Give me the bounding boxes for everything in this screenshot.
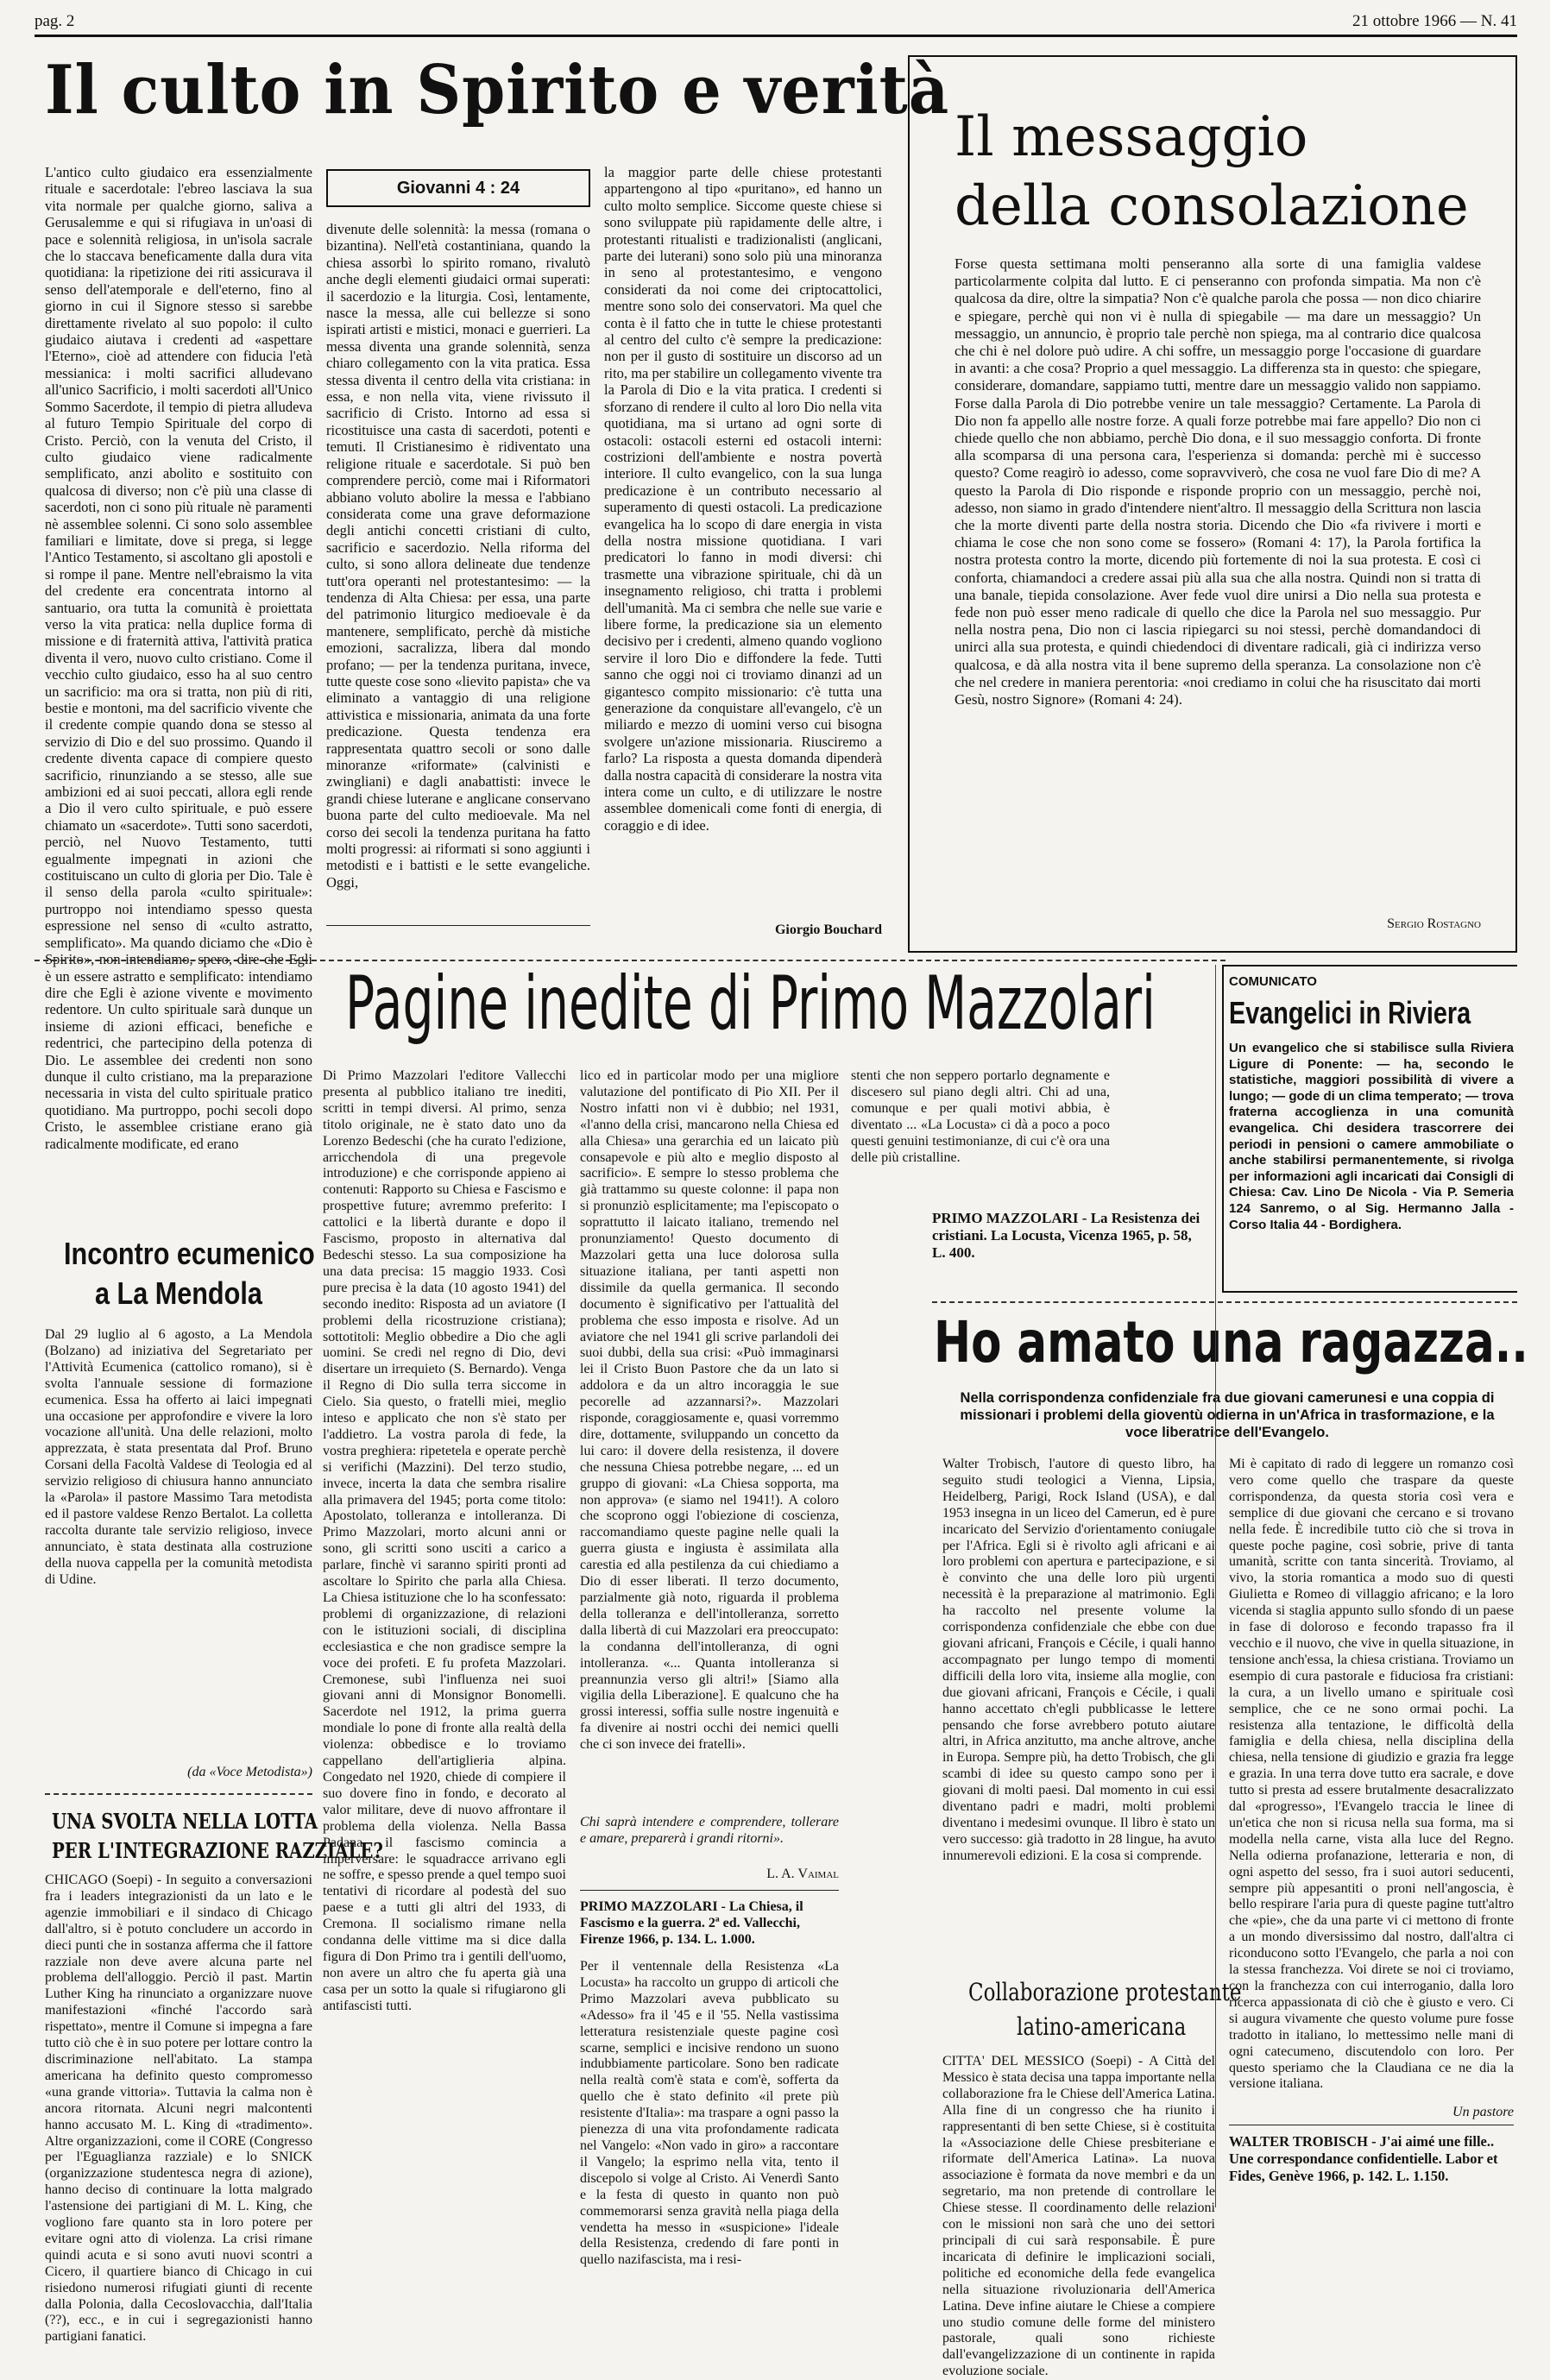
mazzolari-edition-1: PRIMO MAZZOLARI - La Resistenza dei cristiani. La Locusta, Vicenza 1965, p. 58, L. 400.: [932, 1210, 1200, 1261]
mazzolari-closing: Chi saprà intendere e comprendere, tollerare e amare, preparerà i grandi ritorni».: [580, 1815, 839, 1846]
ragazza-divider: [932, 1301, 1517, 1303]
culto-title: Il culto in Spirito e verità: [45, 51, 950, 129]
ragazza-title: Ho amato una ragazza..: [934, 1309, 1528, 1376]
comunicato-title: Evangelici in Riviera: [1229, 995, 1471, 1030]
mazzolari-author: L. A. Vaimal: [766, 1867, 839, 1881]
mazzolari-edition-2: PRIMO MAZZOLARI - La Chiesa, il Fascismo e la guerra. 2ª ed. Vallecchi, Firenze 1966, p. 134. L. 1.000.: [580, 1899, 803, 1947]
culto-reference-box: [326, 169, 590, 207]
page-number: pag. 2: [35, 12, 75, 30]
culto-column-3: la maggior parte delle chiese protestanti appartengono al tipo «puritano», ed hanno un culto molto semplice. Siccome queste chiese si sono sviluppate più rapidamente delle altre, i protestanti ritualisti e tradizionalisti (anglicani, parte dei luterani) sono solo più una minoranza in seno al protestantesimo, e vengono considerati da noi come dei criptocattolici, mentre sono solo dei conservatori. Ma quel che conta è il fatto che in tutte le chiese protestanti al centro del culto c'è sempre la predicazione: non per il gusto di sostituire un discorso ad un rito, ma per stabilire un collegamento vivente tra la Parola di Dio e la vita pratica. I credenti si sforzano di rendere il culto al loro Dio nella vita quotidiana, ma si urtano ad ogni sorte di ostacoli: ostacoli esterni ed ostacoli interni: costrizioni dell'ambiente e nostra povertà interiore. Il culto evangelico, con la sua lunga predicazione è un contributo necessario al superamento di questi ostacoli. La predicazione evangelica ha lo scopo di dare energia in vista della nostra missione quotidiana. I vari predicatori lo fanno in modi diversi: chi trasmette una vibrazione spirituale, chi dà un insegnamento religioso, chi tratta i problemi dell'umanità. Ma ci sembra che nelle sue varie e libere forme, la predicazione sia un elemento decisivo per i credenti, almeno quando vogliono servire il loro Dio e diffondere la fede. Tutti sanno che oggi noi ci troviamo dinanzi ad un gigantesco compito missionario: c'è tutta una generazione da conquistare all'evangelo, c'è un miliardo e mezzo di uomini verso cui bisogna svolgere un'azione missionaria. Riusciremo a farlo? La risposta a questa domanda dipenderà dalla nostra capacità di considerare la nostra vita intera come un culto, e di utilizzare le nostre assemblee domenicali come fonti di energia, di coraggio e di idee.: [604, 164, 882, 834]
culto-divider: [326, 925, 590, 926]
culto-column-1: L'antico culto giudaico era essenzialmente rituale e sacerdotale: l'ebreo lasciava la sua vita normale per qualche giorno, saliva a Gerusalemme e qui si rifugiava in un'oasi di pace e solennità religiosa, in un'isola sacrale che lo staccava beneficamente dalla dura vita quotidiana: la ripetizione dei riti assicurava il senso dell'atemporale e dell'eterno, fino al giorno in cui il Signore stesso si sarebbe direttamente rivelato al suo popolo: il culto giudaico aiutava i credenti ad «aspettare l'Eterno», cioè ad attendere con fiducia l'età messianica: i molti sacrifici alludevano all'unico Sacrificio, i molti sacerdoti all'Unico Sommo Sacerdote, il tempio di pietra alludeva al futuro Tempio Spirituale del corpo di Cristo. Perciò, con la venuta del Cristo, il culto giudaico viene radicalmente semplificato, anzi abolito e sostituito con qualcosa di diverso; non c'è più una classe di sacerdoti, non ci sono più rituale nè paramenti nè assemblee solenni. Ci sono solo assemblee familiari e limitate, dove si prega, si legge l'Antico Testamento, si ascoltano gli apostoli e si rompe il pane. Mentre nell'ebraismo la vita del credente era concentrata intorno al santuario, ora tutta la comunità è proiettata verso la vita pratica: nella duplice forma di missione e di fraternità attiva, l'attività pratica diventa il vero, nuovo culto cristiano. Come il vecchio culto giudaico, esso ha al suo centro un sacrificio: ma ora si tratta, non più di riti, bestie e montoni, ma del sacrificio vivente che il credente compie quando dona se stesso al servizio di Dio e del suo prossimo. Quando il credente diventa capace di compiere questo sacrificio, rinunziando a se stesso, alle sue ambizioni ed ai suoi peccati, allora egli rende a Dio il vero culto spirituale, e può essere chiamato un «sacerdote». Tutti sono sacerdoti, perciò, nel Nuovo Testamento, tutti egualmente impegnati in azioni che costituiscano un culto di gloria per Dio. Tale è il senso della parola «culto spirituale»: purtroppo noi intendiamo spesso questa espressione nel senso di «culto astratto, semplificato». Ma quando diciamo che «Dio è Spirito», non intendiamo, spero, dire che Egli è un essere astratto e semplificato: intendiamo dire che Egli è azione vivente e movimento redentore. Un culto spirituale sarà dunque un insieme di azioni efficaci, benefiche e redentrici, che partecipino della potenza di Dio. Le assemblee dei credenti non sono dunque il culto cristiano, ma la preparazione necessaria in vista del culto spirituale pratico quotidiano. Ma purtroppo, pochi secoli dopo Cristo, le assemblee cristiane erano già radicalmente modificate, ed erano: [45, 164, 312, 1152]
ecumenico-text: Dal 29 luglio al 6 agosto, a La Mendola (Bolzano) ad iniziativa del Segretariato per l'Attività Ecumenica (cattolico romano), si è svolta l'annuale sessione di formazione ecumenica. Essa ha offerto ai laici impegnati una occasione per approfondire e vivere la loro vocazione all'unità. Una delle relazioni, molto apprezzata, è stata presentata dal Prof. Bruno Corsani della Facoltà Valdese di Teologia ed al servizio religioso di chiusura hanno annunciato la «Parola» il pastore Massimo Tara metodista ed il pastore valdese Renzo Bertalot. La colletta raccolta durante tale servizio religioso, invece annunciato, è stata destinata alla costruzione della nuova cappella per la comunità metodista di Udine.: [45, 1327, 312, 1587]
messaggio-text: Forse questa settimana molti penseranno alla sorte di una famiglia valdese particolarmente colpita dal lutto. E ci penseranno con profonda simpatia. Ma non c'è qualcosa da dire, oltre la simpatia? Non c'è qualche parola che possa — non dico chiarire e spiegare, perchè qui non vi è nulla di spiegabile — ma dare un messaggio? Un messaggio, un annuncio, è proprio tale perchè non spiega, ma al contrario dice qualcosa che chi è nel dolore può udire. A chi soffre, un messaggio porge l'occasione di guardare in avanti: a che cosa? Proprio a quel messaggio. La differenza sta in questo: che spiegare, considerare, domandare, sappiamo tutti, mentre dare un messaggio valido non sappiamo. Forse dalla Parola di Dio potrebbe venire un tale messaggio? Certamente. La Parola di Dio non fa appello alle nostre forze. A quali forze potrebbe mai fare appello? Dio non ci chiede quello che non abbiamo, perchè Dio dona, e il suo messaggio conforta. Di fronte alla scomparsa di una persona cara, l'esperienza si domanda: perchè mi è successo questo? Come reagirò io adesso, come sopravviverò, che cosa ne vuol fare Dio di me? A questo la Parola di Dio risponde e risponde proprio con un messaggio, perchè noi, adesso, non siamo in grado d'intendere nient'altro. Il messaggio della Scrittura non lascia che la morte diventi parte della nostra storia. Dicendo che Dio «fa rivivere i morti e chiama le cose che non sono come se fossero» (Romani 4: 17), la Parola fortifica la nostra protesta contro la morte, dicendo più fortemente di noi la sua protesta. E così ci conforta, chiamandoci a credere assai più alla sua che alla nostra. Quindi non si tratta di una banale, tiepida consolazione. Aver fede vuol dire unirsi a Dio nella sua protesta e fede non può esser meno radicale di quello che dice la Parola nel suo messaggio. Pur nella nostra pena, Dio non ci lascia ripiegarci su noi stessi, perchè domandandoci di unirci alla sua protesta, e quindi chiedendoci di diventare radicali, già ci indirizza verso qualcosa, e dà alla nostra vita il bene supremo della speranza. La consolazione non c'è che nel credere in maniera perentoria: «noi crediamo in colui che ha risuscitato dai morti Gesù, nostro Signore» (Romani 4: 24).: [955, 255, 1481, 708]
mazzolari-column-3: stenti che non seppero portarlo degnamente e discesero sul piano degli altri. Chi ad una, comunque e per quali motivi abbia, è diventato ... «La Locusta» ci dà a poco a poco questi genuini testimonianze, di cui c'è ora una delle più cristalline.: [851, 1068, 1110, 1165]
svolta-title-line2: PER L'INTEGRAZIONE RAZZIALE?: [52, 1838, 383, 1863]
mazzolari-column-2b: Per il ventennale della Resistenza «La Locusta» ha raccolto un gruppo di articoli che Primo Mazzolari aveva pubblicato su «Adesso» fra il '45 e il '55. Nella vastissima letteratura resistenziale queste pagine così scarne, semplici e incisive rendono un suono indubbiamente particolare. Sono ben radicate nella realtà com'è stata e com'è, sofferta da quello che è stato definito «il prete più resistente d'Italia»: ma traspare a ogni passo la pienezza di una vita profondamente radicata nel Vangelo: «Non vado in giro» a raccontare il Vangelo; la esprimo nella vita, tento il discepolo si volge al Cristo. Ai Venerdì Santo e la festa di questo in quanto non può commemorarsi senza gravità nella piaga della vendetta ha messo in «suspicione» l'ideale della Resistenza, credendo di fare ponti in quello nazifascista, ma i resi-: [580, 1959, 839, 2268]
culto-author: Giorgio Bouchard: [774, 922, 882, 937]
ragazza-reference: WALTER TROBISCH - J'ai aimé une fille.. Une correspondance confidentielle. Labor et Fides, Genève 1966, p. 142. L. 1.150.: [1229, 2133, 1498, 2184]
comunicato-label: COMUNICATO: [1229, 974, 1317, 989]
messaggio-title-line2: della consolazione: [955, 174, 1469, 238]
collaborazione-title-line2: latino-americana: [1017, 2012, 1187, 2041]
ecumenico-divider: [45, 1793, 312, 1795]
column-rule: [1215, 965, 1216, 2207]
mazzolari-title: Pagine inedite di Primo Mazzolari: [345, 960, 1156, 1047]
messaggio-author: Sergio Rostagno: [1387, 916, 1481, 931]
ecumenico-title-line1: Incontro ecumenico: [64, 1236, 315, 1271]
svolta-text: CHICAGO (Soepi) - In seguito a conversazioni fra i leaders integrazionisti da un lato e le agenzie immobiliari e il sindaco di Chicago dall'altro, si è potuto concludere un accordo in dieci punti che in sostanza afferma che il fattore razziale non deve avere alcuna parte nel problema dell'alloggio. Perciò il past. Martin Luther King ha rinunciato a organizzare nuove manifestazioni «finché l'accordo sarà rispettato», mentre il Comune si impegna a fare tutto ciò che è in suo potere per lottare contro la discriminazione nell'abitato. La stampa americana ha definito questo compromesso «una grande vittoria». Tuttavia la calma non è ancora ritornata. Alcuni negri malcontenti hanno accusato M. L. King di «tradimento». Altre organizzazioni, come il CORE (Congresso per l'Eguaglianza razziale) e lo SNICK (organizzazione studentesca negra di azione), hanno deciso di continuare la lotta malgrado l'astensione dei partigiani di M. L. King, che vogliono fare quanto sta in loro potere per evitare ogni atto di violenza. La crisi rimane quindi acuta e si sono avuti nuovi scontri a Cicero, il quartiere bianco di Chicago in cui risiedono numerosi rifugiati giunti di recente dalla Polonia, dalla Cecoslovacchia, dall'Italia (??), ecc., e in cui i segregazionisti hanno partigiani fanatici.: [45, 1873, 312, 2345]
header-rule: [35, 35, 1517, 37]
messaggio-title-line1: Il messaggio: [955, 105, 1308, 169]
comunicato-text: Un evangelico che si stabilisce sulla Riviera Ligure di Ponente: — ha, secondo le statistiche, maggiori possibilità di vivere a lungo; — gode di un clima temperato; — trova fraterna accoglienza in una comunità evangelica. Chi desidera trascorrere dei periodi in pensioni o camere ammobiliate o anche stabilirsi permanentemente, si rivolga per informazioni agli incaricati dai Consigli di Chiesa: Cav. Lino De Nicola - Via P. Semeria 124 Sanremo, o al Sig. Hermanno Jalla - Corso Italia 44 - Bordighera.: [1229, 1041, 1514, 1232]
ragazza-column-2: Mi è capitato di rado di leggere un romanzo così vero come quello che traspare da queste corrispondenza, da questa storia così vera e semplice di due giovani che cercano e si trovano nella fede. È incredibile tutto ciò che si trova in queste poche pagine, così sobrie, prive di tanta umanità, scritte con tanta sincerità. Troviamo, al vivo, la storia romantica a modo suo di questi Giulietta e Romeo di villaggio africano; e la loro vicenda si staglia appunto sullo sfondo di un paese in fase di doloroso e fecondo trapasso fra il vecchio e il nuovo, che vive in quella situazione, in tensione anch'essa, la chiesa cristiana. Troviamo un esempio di cura pastorale e fiduciosa fra cristiani: la cura, a un livello umano e spirituale così semplice, che ce ne sono ormai pochi. La resistenza alla tentazione, le difficoltà della famiglia e della chiesa, nella disciplina della chiesa, nella tensione di giudizio e grazia fra legge e grazia. In una terra dove tutto era sacrale, e dove tutto si presta ad essere brutalmente desacralizzato dal «progresso», l'Evangelo traccia le linee di un'etica che non si ricusa nella sua forma, ma si modella nella carne, vista alla luce del Regno. Nella odierna profanazione, letteraria e non, di ogni aspetto del sesso, fra i suoi autori seducenti, sempre più appesantiti o proni nell'angoscia, è bello respirare l'aria pura di queste pagine tutt'altro che «pie», che da una parte vi ci mettono di fronte a un mondo diversissimo dal nostro, dall'altra ci riconducono sotto l'Evangelo, che parla a noi con la stessa franchezza. Voi direte se noi ci troviamo, con la franchezza con cui interroganio, dalla loro ricerca appassionata di ciò che è giusto e vero. Ci si augura vivamente che questo volume pure fosse tradotto in italiano, lo mettessimo nelle mani di ogni catecumeno, discutendolo con loro. Per questo speriamo che la Claudiana ce ne dia la versione italiana.: [1229, 1457, 1514, 2092]
ecumenico-source: (da «Voce Metodista»): [187, 1765, 312, 1779]
culto-reference: Giovanni 4 : 24: [396, 178, 520, 198]
ragazza-intro: Nella corrispondenza confidenziale fra due giovani camerunesi e una coppia di missionari i problemi della gioventù odierna in un'Africa in trasformazione, e la voce liberatrice dell'Evangelo.: [960, 1390, 1495, 1440]
ragazza-column-1: Walter Trobisch, l'autore di questo libro, ha seguito studi teologici a Vienna, Lipsia, Heidelberg, Parigi, Rock Island (USA), e dal 1953 insegna in un liceo del Camerun, ed è pure incaricato del Servizio d'orientamento coniugale per l'Africa. Egli si è rivolto agli africani e ai loro problemi con apertura e partecipazione, e si è convinto che una delle loro più urgenti necessità è la preparazione al matrimonio. Egli ha raccolto nel presente volume la corrispondenza confidenziale che ebbe con due giovani africani, François e Cécile, i quali hanno accompagnato per lungo tempo di momenti difficili della loro vita, insieme alla moglie, con due giovani africani, François e Cécile, i quali hanno accettato ch'egli pubblicasse le lettere pensando che forse avrebbero potuto aiutare altri, in Africa anzitutto, ma anche altrove, anche in Europa. Sempre più, ha detto Trobisch, che gli scambi di idee su questo campo sono per i giovani di molti paesi. Dal momento in cui essi diventano padri e madri, molti problemi diventano i medesimi ovunque. Il libro è stato un vero successo: già tradotto in 28 lingue, ha avuto innumerevoli edizioni. E la cosa si comprende.: [942, 1457, 1215, 1863]
collaborazione-text: CITTA' DEL MESSICO (Soepi) - A Città del Messico è stata decisa una tappa importante nella collaborazione fra le Chiese dell'America Latina. Alla fine di un congresso che ha riunito i rappresentanti di ben sette Chiese, si è costituita la «Associazione delle Chiese presbiteriane e riformate dell'America Latina». La nuova associazione è formata da nove membri e da un segretario, ma non pretende di controllare le Chiese stesse. Il coordinamento delle relazioni con le missioni non sarà che uno dei settori principali di cui sarà responsabile. È pure incaricata di definire le implicazioni sociali, politiche ed economiche della fede evangelica nella situazione rivoluzionaria dell'America Latina. Deve infine aiutare le Chiese a compiere uno studio comune delle forme del ministero pastorale, quali sono richieste dall'evangelizzazione di un continente in rapida evoluzione sociale.: [942, 2054, 1215, 2379]
svolta-title-line1: UNA SVOLTA NELLA LOTTA: [52, 1809, 318, 1834]
mazzolari-column-1: Di Primo Mazzolari l'editore Vallecchi presenta al pubblico italiano tre inediti, scritti in tempi diversi. Al primo, senza titolo originale, ne è stato dato uno da Lorenzo Bedeschi (che ha curato l'edizione, arricchendola di una pregevole introduzione) e che corrisponde appieno ai contenuti: Rapporto su Chiesa e Fascismo e prospettive future; avremmo preferito: I cattolici e la libertà durante e dopo il Fascismo, proposto in alternativa dal Bedeschi stesso. La sua composizione ha una data precisa: 15 maggio 1933. Così pure precisa è la data (10 agosto 1941) del secondo inedito: Risposta ad un aviatore (I problemi della ricostruzione cristiana); sottotitoli: Meglio obbedire a Dio che agli uomini. Se credi nel regno di Dio, devi disertare un irrequieto (S. Bernardo). Venga il Regno di Dio sulla terra siccome in Cielo. Sia questo, o fratelli miei, meglio inteso e applicato che non s'è stato per l'addietro. La vostra parola di fede, la vostra preghiera: ripetetela e operate perchè si verifichi (Mazzini). Del terzo studio, invece, incerta la data che sembra risalire alla primavera del 1945; porta come titolo: Apostolato, tolleranza e intolleranza. Di Primo Mazzolari, morto alcuni anni or sono, gli scritti sono usciti a carico a parlare, finchè vi saranno spiriti pronti ad ascoltare lo Spirito che parla alla Chiesa. La Chiesa istituzione che lo ha sconfessato: problemi di organizzazione, di relazioni con le istituzioni sociali, di disciplina ecclesiastica e che non gradisce sempre la voce dei profeti. E fu profeta Mazzolari. Cremonese, subì l'influenza nei suoi giovani anni di Monsignor Bonomelli. Sacerdote nel 1912, la prima guerra mondiale lo pone di fronte alla realtà della violenza: obbedisce e lo troviamo cappellano dell'artiglieria alpina. Congedato nel 1920, chiede di compiere il suo dovere fino in fondo, e decorato al valor militare, deve di nuovo affrontare il problema della violenza. Nella Bassa Padana il fascismo comincia a imperversare: le squadracce arrivano egli ne soffre, e spesso prende a quel tempo suoi tentativi di ricordare al podestà del suo paese e a tutti gli altri del 1933, di Cremona. Il socialismo rimane nella condanna delle vittime ma si dice dalla figura di Don Primo tra i gentili dell'uomo, non avere un altro che fu aperta già una casa per un sotto la quale si rifugiarono gli antifascisti tutti.: [323, 1068, 566, 2013]
collaborazione-title-line1: Collaborazione protestante: [968, 1978, 1242, 2006]
culto-column-2: divenute delle solennità: la messa (romana o bizantina). Nell'età costantiniana, quando la chiesa assorbì lo spirito romano, rivalutò anche degli elementi giudaici ormai superati: il sacerdozio e la liturgia. Così, lentamente, nasce la messa, alle cui bellezze si sono ispirati artisti e mistici, monaci e guerrieri. La messa diventa una grande solennità, senza chiaro collegamento con la vita pratica. Essa stessa diventa il centro della vita cristiana: in essa, e non nella vita, viene rivissuto il sacrificio di Cristo. Intorno ad essa si ricostituisce una casta di sacerdoti, potenti e temuti. Il Cristianesimo è ridiventato una religione rituale e sacerdotale. Si può ben comprendere perciò, come mai i Riformatori abbiano voluto abolire la messa e l'abbiano considerata come una grave deformazione degli antichi concetti cristiani di culto, sacrificio e sacerdozio. Nella riforma del culto, si sono allora delineate due tendenze tutt'ora operanti nel protestantesimo: — la tendenza di Alta Chiesa: per essa, una parte del patrimonio liturgico medioevale è da mantenere, semplificato, perchè dà mistiche emozioni, sacralizza, libera dal mondo profano; — per la tendenza puritana, invece, tutte queste cose sono «lievito papista» che va eliminato a vantaggio di una religione attivistica e missionaria, animata da una forte predicazione. Questa tendenza era rappresentata quattro secoli or sono dalle minoranze «riformate» (calvinisti e zwingliani) e dagli anabattisti: invece le grandi chiese luterane e anglicane conservano buona parte del culto medioevale. Ma nel corso dei secoli la tendenza puritana ha fatto molti progressi: ai riformati si sono aggiunti i metodisti e i battisti e le sette evangeliche. Oggi,: [326, 221, 590, 891]
mazzolari-divider: [580, 1890, 839, 1891]
ecumenico-title-line2: a La Mendola: [95, 1275, 262, 1311]
ragazza-author: Un pastore: [1452, 2105, 1514, 2119]
issue-date: 21 ottobre 1966 — N. 41: [1352, 12, 1517, 30]
mazzolari-column-2: lico ed in particolar modo per una migliore valutazione del pontificato di Pio XII. Per il Nostro infatti non vi è dubbio; nel 1931, «l'anno della crisi, mancarono nella Chiesa ed alla Chiesa» una gerarchia ed un laicato più consapevole e più alto e meglio disposto al sacrificio». E sempre lo stesso problema che già trattammo su queste colonne: il papa non si pronunziò esplicitamente; ma l'episcopato o soprattutto il laicato italiano, tremendo nel pronunziamento! Questo documento di Mazzolari getta una luce dolorosa sulla situazione italiana, per tanti aspetti non dissimile da quella germanica. Il secondo documento è significativo per l'attualità del problema che esso imposta e risolve. Ad un aviatore che nel 1941 gli scrive parlandoli dei suoi dubbi, della sua crisi: «Può immaginarsi lei il Cristo Buon Pastore che da un lato si addolora e da un altro incoraggia le sue pecorelle ad azzannarsi?». Mazzolari risponde, coraggiosamente e, quasi vorremmo dire, dottamente, sviluppando un concetto da lui caro: il dovere della resistenza, il dovere che nessuna Chiesa potrebbe negare, ... ed un gruppo di giovani: «La Chiesa sopporta, ma non approva» (e siamo nel 1941!). A coloro che scoprono oggi l'obiezione di coscienza, raccomandiamo queste pagine nelle quali la guerra giusta e ingiusta è assimilata alla carestia ed alla pestilenza da cui chiediamo a Dio di esser liberati. Il terzo documento, parzialmente già noto, riguarda il problema della tolleranza e dell'intolleranza, sorretto dalla libertà di cui Mazzolari era preoccupato: la condanna dell'intolleranza, di ogni intolleranza. «... Quanta intolleranza si preannunzia verso gli altri!» [Siamo alla vigilia della Liberazione]. E qualcuno che ha grossi interessi, soffia sulle nostre ingenuità e fa divenire ai nostri occhi dei nemici quelli che ci son invece dei fratelli».: [580, 1068, 839, 1753]
